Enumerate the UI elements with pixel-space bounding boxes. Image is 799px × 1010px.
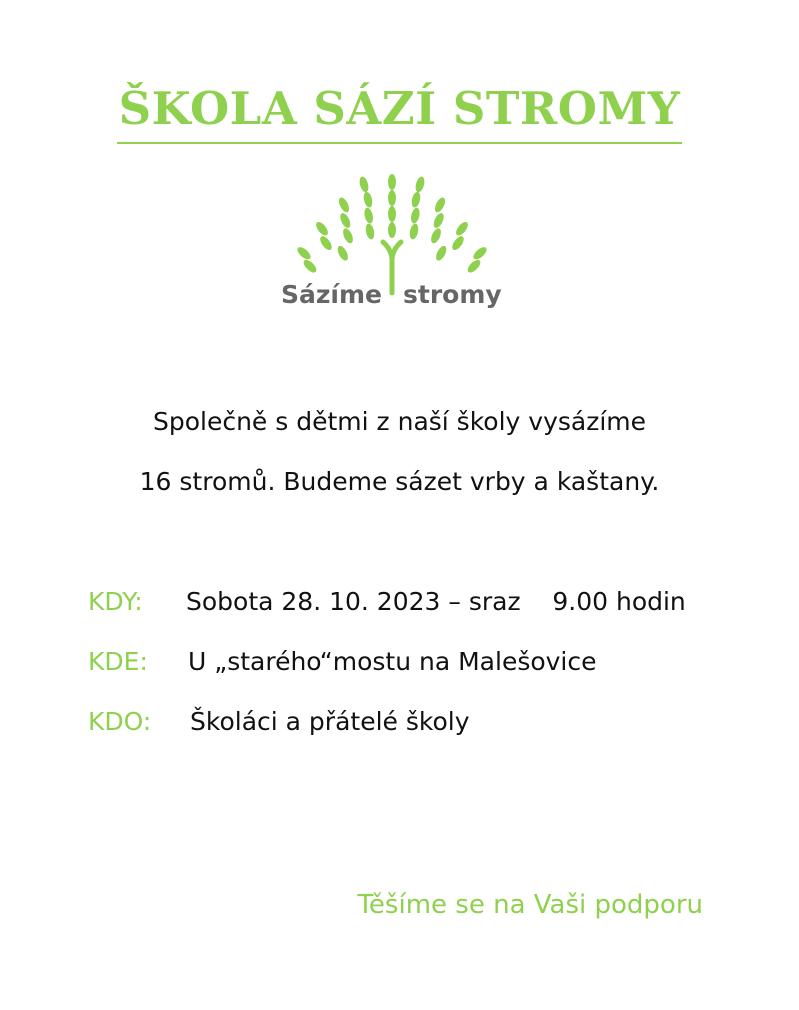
logo-leaf [314, 220, 330, 238]
logo-leaf [341, 227, 355, 245]
logo-leaf [358, 176, 370, 194]
info-row-who [88, 705, 470, 739]
when-value: Sobota 28. 10. 2023 – sraz 9.00 hodin [186, 587, 686, 616]
logo-leaf [410, 191, 421, 208]
closing-text: Těšíme se na Vaši podporu [357, 890, 703, 920]
logo-leaf [454, 220, 470, 238]
logo-text-left: Sázíme [281, 280, 383, 309]
logo-leaf [429, 227, 443, 245]
logo-leaf [388, 174, 396, 190]
info-row-where [88, 645, 597, 679]
logo-text-right: stromy [403, 280, 502, 309]
intro-text [0, 392, 799, 512]
where-value: U „starého“mostu na Malešovice [188, 647, 597, 676]
logo-leaf [364, 223, 375, 240]
where-label: KDE: [88, 647, 148, 676]
logo-leaf [302, 258, 319, 275]
logo-leaf [433, 196, 447, 214]
page-title: ŠKOLA SÁZÍ STROMY [117, 82, 683, 144]
intro-line-2: 16 stromů. Budeme sázet vrby a kaštany. [139, 467, 660, 496]
logo-leaf [432, 212, 446, 230]
logo-leaf [336, 244, 350, 262]
logo-leaf [450, 234, 466, 252]
logo-leaf [388, 206, 396, 222]
logo-leaf [471, 245, 488, 262]
logo-leaf [388, 222, 396, 238]
logo-leaf [388, 190, 396, 206]
logo-leaf [338, 212, 352, 230]
logo-leaf [414, 176, 426, 194]
logo-leaf [363, 207, 374, 224]
who-value: Školáci a přátelé školy [190, 707, 470, 736]
when-label: KDY: [88, 587, 143, 616]
page-title-wrapper [0, 82, 799, 144]
who-label: KDO: [88, 707, 152, 736]
logo-leaf [434, 244, 448, 262]
logo-leaf [410, 207, 421, 224]
info-row-when [88, 585, 686, 619]
logo-leaf [362, 191, 373, 208]
logo-leaf [295, 245, 312, 262]
intro-line-1: Společně s dětmi z naší školy vysázíme [152, 407, 647, 436]
sazime-stromy-logo [275, 168, 515, 318]
logo-leaf [408, 223, 419, 240]
logo-leaf [337, 196, 351, 214]
tree-logo-icon [275, 168, 515, 318]
logo-leaf [466, 258, 483, 275]
logo-leaf [318, 234, 334, 252]
